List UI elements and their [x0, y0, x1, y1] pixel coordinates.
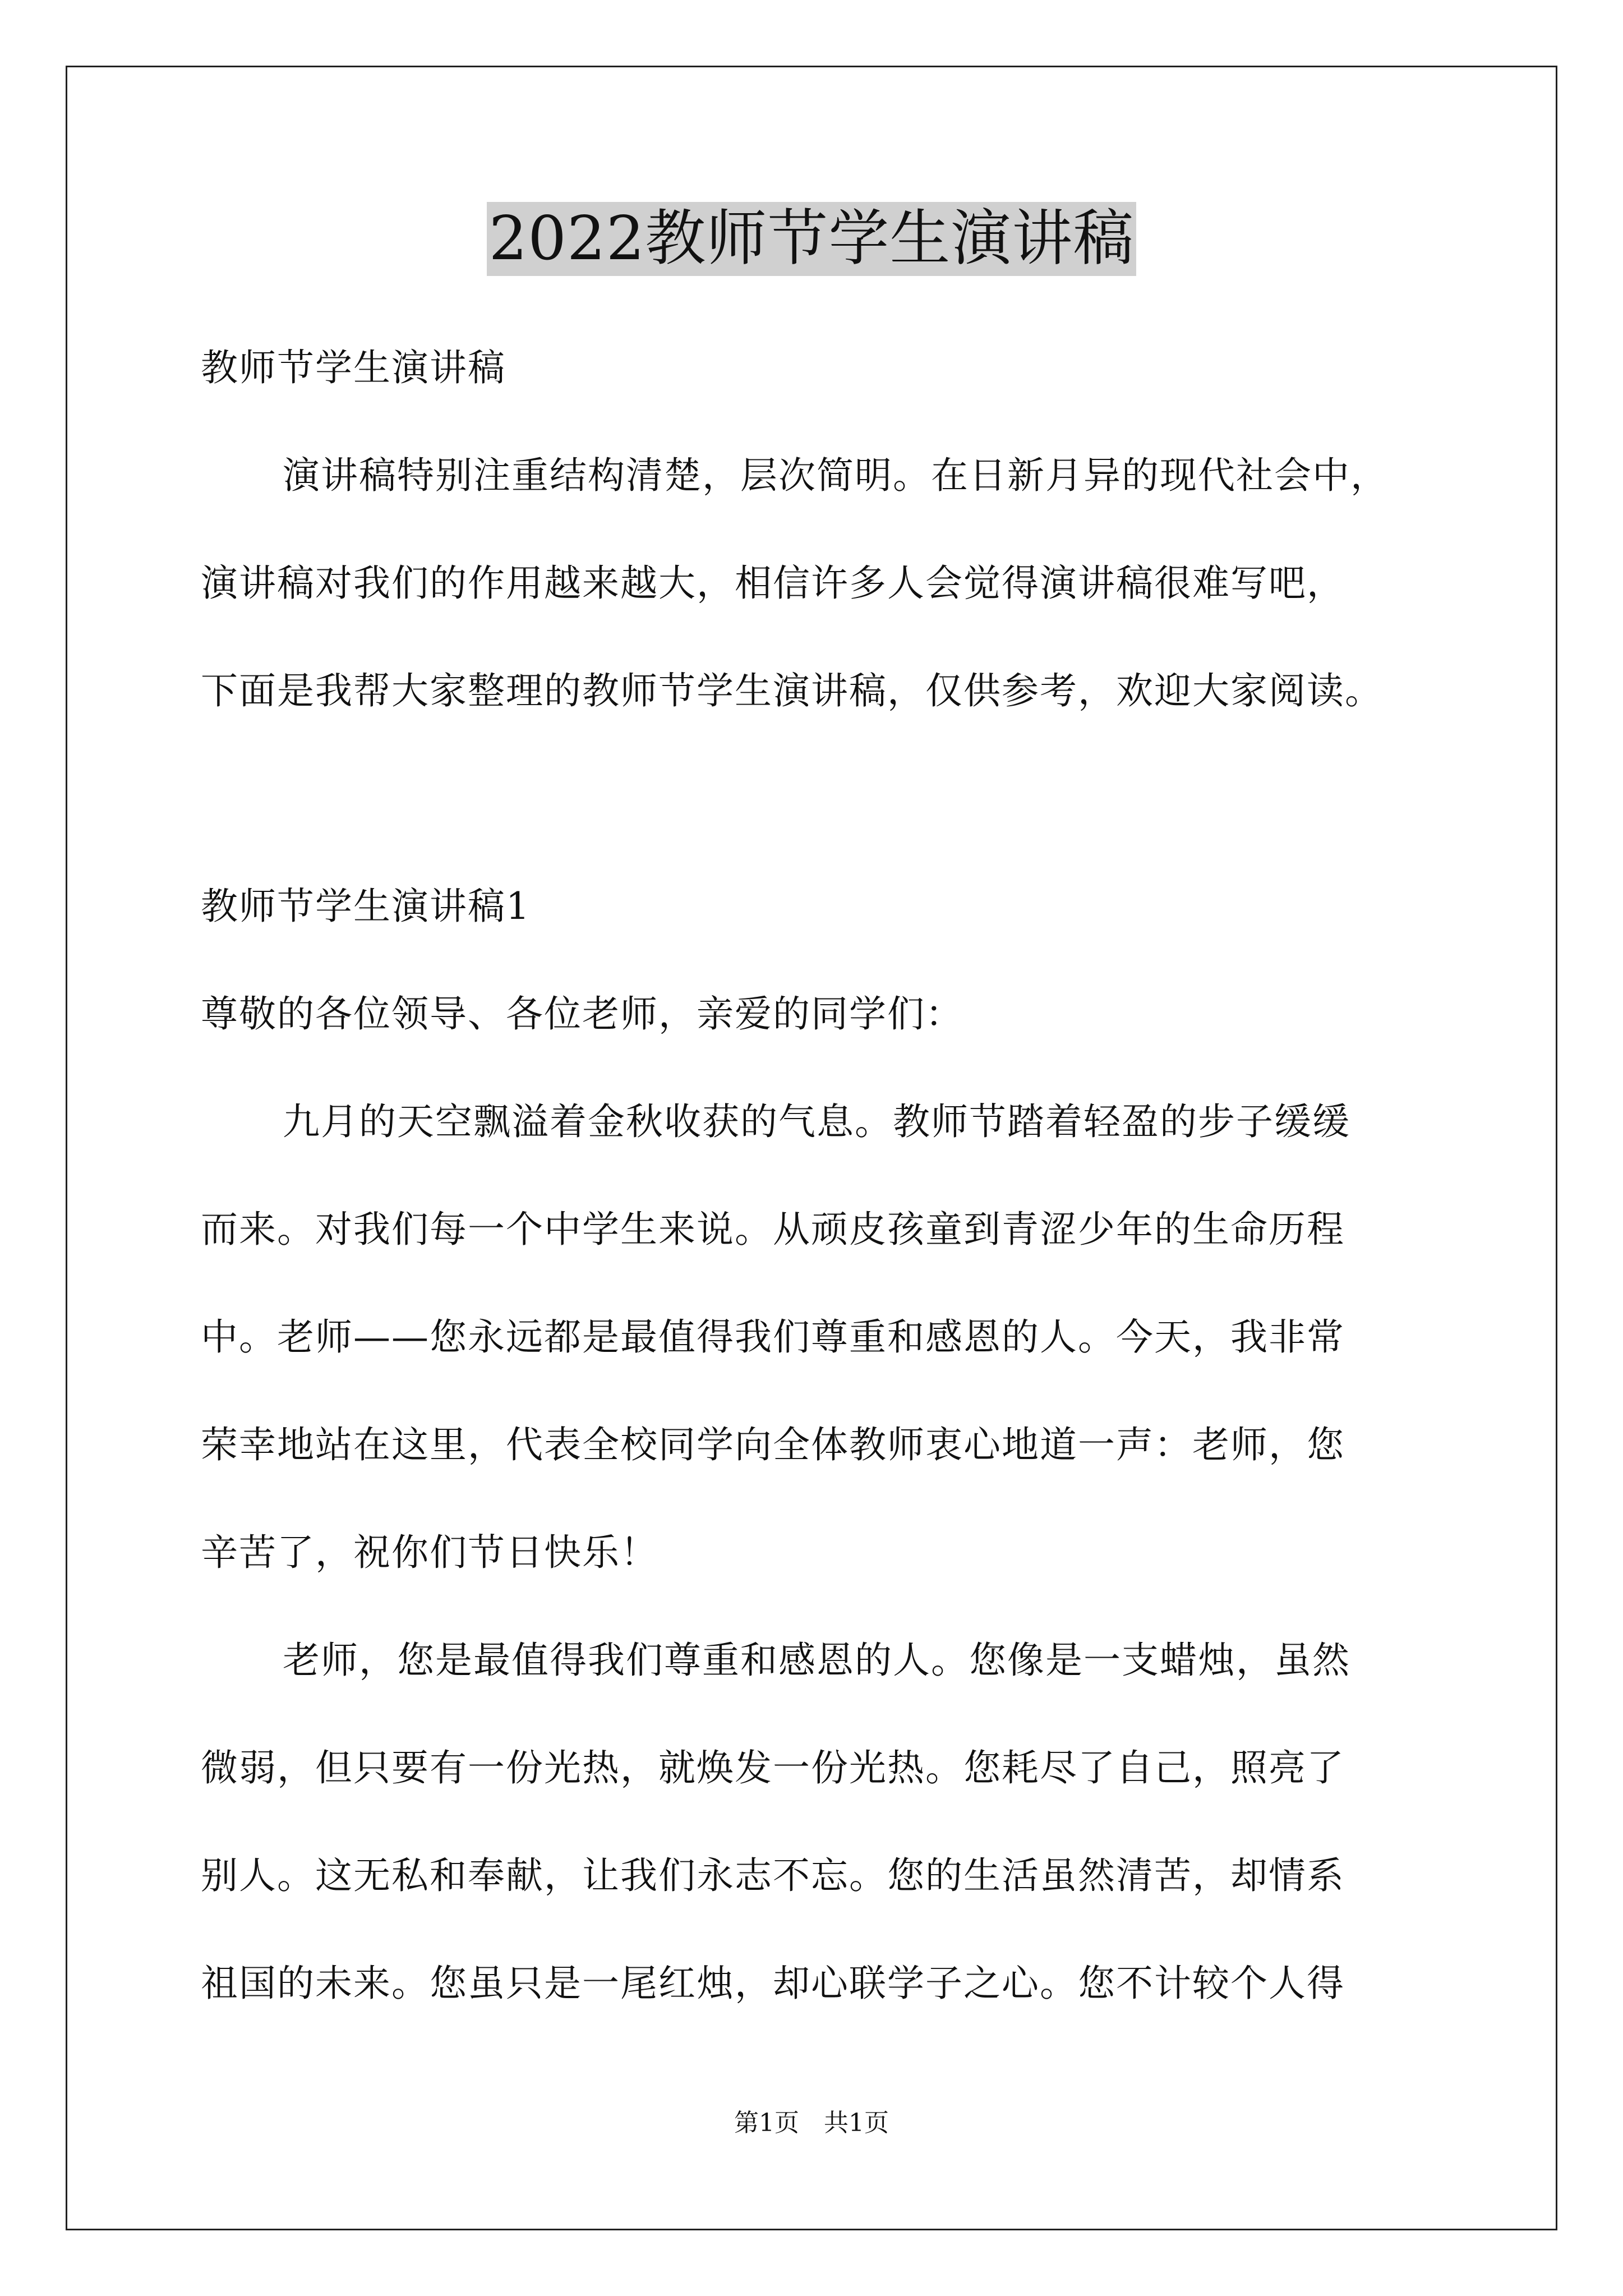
paragraph-line: 别人。这无私和奉献，让我们永志不忘。您的生活虽然清苦，却情系: [201, 1854, 1345, 1897]
paragraph-line: 微弱，但只要有一份光热，就焕发一份光热。您耗尽了自己，照亮了: [201, 1746, 1345, 1789]
paragraph-line: 辛苦了，祝你们节日快乐！: [201, 1531, 658, 1574]
paragraph-line: 教师节学生演讲稿1: [201, 885, 531, 928]
paragraph-line: 下面是我帮大家整理的教师节学生演讲稿，仅供参考，欢迎大家阅读。: [201, 669, 1383, 712]
document-title: 2022教师节学生演讲稿: [487, 202, 1137, 276]
paragraph-line: 荣幸地站在这里，代表全校同学向全体教师衷心地道一声：老师，您: [201, 1423, 1345, 1466]
blank-line: [201, 745, 1435, 853]
paragraph-line-indented: 九月的天空飘溢着金秋收获的气息。教师节踏着轻盈的步子缓缓: [283, 1100, 1350, 1143]
page-footer: 第1页 共1页: [734, 2109, 889, 2137]
paragraph-line-indented: 演讲稿特别注重结构清楚，层次简明。在日新月异的现代社会中，: [283, 454, 1389, 497]
paragraph-line: 尊敬的各位领导、各位老师，亲爱的同学们：: [201, 992, 963, 1036]
paragraph-line-indented: 老师，您是最值得我们尊重和感恩的人。您像是一支蜡烛，虽然: [283, 1639, 1350, 1682]
paragraph-line: 中。老师——您永远都是最值得我们尊重和感恩的人。今天，我非常: [201, 1315, 1345, 1359]
document-body: [201, 314, 1435, 2037]
paragraph-line: 教师节学生演讲稿: [201, 346, 506, 389]
paragraph-line: 演讲稿对我们的作用越来越大，相信许多人会觉得演讲稿很难写吧，: [201, 562, 1345, 605]
paragraph-line: 而来。对我们每一个中学生来说。从顽皮孩童到青涩少年的生命历程: [201, 1208, 1345, 1251]
title-container: [0, 202, 1623, 276]
paragraph-line: 祖国的未来。您虽只是一尾红烛，却心联学子之心。您不计较个人得: [201, 1962, 1345, 2005]
